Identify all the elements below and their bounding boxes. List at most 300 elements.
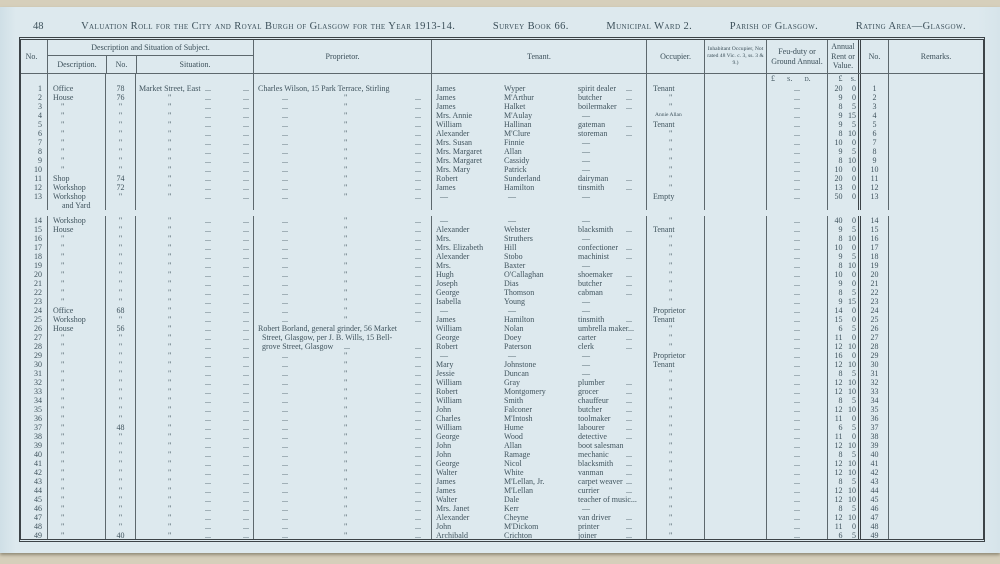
cell-feu-duty — [766, 414, 827, 423]
rent-shillings: 5 — [852, 531, 856, 540]
rent-shillings: 0 — [852, 306, 856, 315]
cell-proprietor: ... " ... — [253, 378, 431, 387]
tenant-surname: Webster — [504, 225, 531, 234]
tenant-occupation: carpet weaver — [578, 477, 623, 486]
tenant-first-name: William — [436, 423, 462, 432]
cell-situation: " ... ... — [135, 468, 253, 477]
cell-street-number: " — [105, 297, 135, 306]
cell-inhabitant-occupier — [704, 441, 766, 450]
header-entry-number-right: No. — [858, 40, 888, 73]
cell-street-number: " — [105, 261, 135, 270]
cell-feu-duty — [766, 129, 827, 138]
dot-leader: ... — [243, 468, 249, 477]
cell-annual-rent — [827, 342, 858, 351]
cell-entry-number-right: 1 — [858, 84, 888, 93]
cell-description: " — [47, 495, 105, 504]
tenant-surname: — — [504, 306, 516, 315]
cell-situation: " ... ... — [135, 174, 253, 183]
cell-annual-rent — [827, 102, 858, 111]
cell-situation: " ... ... — [135, 102, 253, 111]
cell-description: " — [47, 279, 105, 288]
tenant-surname: Thomson — [504, 288, 535, 297]
cell-annual-rent — [827, 495, 858, 504]
rent-pounds: 12 — [834, 342, 843, 351]
cell-inhabitant-occupier — [704, 450, 766, 459]
cell-tenant — [431, 315, 646, 324]
dot-leader: ... — [626, 387, 632, 396]
tenant-first-name: Robert — [436, 342, 458, 351]
dot-leader: ... — [626, 183, 632, 192]
cell-occupier: " — [646, 468, 704, 477]
rent-shillings: 0 — [852, 243, 856, 252]
rent-pounds: 12 — [834, 405, 843, 414]
cell-occupier: Tenant — [646, 315, 704, 324]
cell-occupier: " — [646, 441, 704, 450]
dot-leader: ... — [205, 174, 211, 183]
dot-leader: ... — [626, 129, 632, 138]
cell-inhabitant-occupier — [704, 351, 766, 360]
dot-leader: ... — [243, 459, 249, 468]
cell-proprietor: ... " ... — [253, 225, 431, 234]
cell-proprietor: ... " ... — [253, 432, 431, 441]
dot-leader: ... — [243, 333, 249, 342]
cell-street-number: " — [105, 486, 135, 495]
cell-situation: " ... ... — [135, 522, 253, 531]
cell-proprietor: ... " ... — [253, 102, 431, 111]
tenant-occupation: — — [578, 138, 590, 147]
cell-proprietor: ... " ... — [253, 147, 431, 156]
cell-description: " — [47, 369, 105, 378]
cell-entry-number: 28 — [34, 342, 42, 351]
cell-proprietor: ... " ... — [253, 93, 431, 102]
table-row — [21, 183, 983, 192]
cell-annual-rent — [827, 378, 858, 387]
cell-street-number: " — [105, 468, 135, 477]
cell-situation: " ... ... — [135, 513, 253, 522]
cell-street-number: 56 — [105, 324, 135, 333]
tenant-first-name: Hugh — [436, 270, 454, 279]
cell-remarks — [888, 234, 983, 243]
cell-blank — [21, 74, 47, 84]
dot-leader: ... — [626, 531, 632, 540]
cell-feu-duty — [766, 369, 827, 378]
tenant-first-name: John — [436, 450, 452, 459]
dot-leader: ... — [205, 234, 211, 243]
cell-annual-rent — [827, 243, 858, 252]
cell-inhabitant-occupier — [704, 243, 766, 252]
cell-situation: " ... ... — [135, 156, 253, 165]
dot-leader: ... — [205, 423, 211, 432]
tenant-surname: M'Lellan, Jr. — [504, 477, 545, 486]
cell-description: " — [47, 111, 105, 120]
cell-tenant — [431, 486, 646, 495]
cell-occupier: " — [646, 531, 704, 540]
currency-lsd-text: £ s. d. — [771, 74, 811, 83]
table-row — [21, 93, 983, 102]
rent-shillings: 0 — [852, 192, 856, 201]
cell-proprietor: ... " ... — [253, 423, 431, 432]
dot-leader: ... — [205, 369, 211, 378]
cell-annual-rent — [827, 156, 858, 165]
cell-entry-number: 21 — [34, 279, 42, 288]
rent-shillings: 0 — [852, 270, 856, 279]
tenant-occupation: — — [578, 165, 590, 174]
cell-entry-number: 32 — [34, 378, 42, 387]
title-municipal-ward: Municipal Ward 2. — [606, 21, 693, 32]
cell-annual-rent — [827, 225, 858, 234]
cell-entry-number: 13 — [34, 192, 42, 201]
cell-tenant — [431, 165, 646, 174]
dot-leader: ... — [205, 93, 211, 102]
cell-inhabitant-occupier — [704, 279, 766, 288]
cell-description: " — [47, 270, 105, 279]
cell-entry-number: 1 — [38, 84, 42, 93]
tenant-first-name: Jessie — [436, 369, 455, 378]
cell-description: " — [47, 432, 105, 441]
dot-leader: ... — [205, 138, 211, 147]
table-row — [21, 486, 983, 495]
cell-annual-rent — [827, 486, 858, 495]
cell-feu-duty — [766, 120, 827, 129]
table-row — [21, 147, 983, 156]
cell-entry-number: 27 — [34, 333, 42, 342]
tenant-occupation: vanman — [578, 468, 604, 477]
dot-leader: ... — [243, 252, 249, 261]
dot-leader: ... — [205, 147, 211, 156]
cell-description: " — [47, 486, 105, 495]
cell-annual-rent — [827, 270, 858, 279]
cell-proprietor: ... " ... — [253, 450, 431, 459]
cell-feu-duty — [766, 342, 827, 351]
cell-remarks — [888, 138, 983, 147]
cell-remarks — [888, 120, 983, 129]
cell-annual-rent — [827, 459, 858, 468]
cell-entry-number-right: 2 — [858, 93, 888, 102]
dot-leader: ... — [626, 270, 632, 279]
tenant-surname: Duncan — [504, 369, 529, 378]
cell-occupier: " — [646, 423, 704, 432]
dot-leader: ... — [205, 270, 211, 279]
cell-entry-number-right: 11 — [858, 174, 888, 183]
cell-description: " — [47, 243, 105, 252]
rent-shillings: 10 — [848, 441, 856, 450]
cell-street-number: 40 — [105, 531, 135, 540]
dot-leader: ... — [794, 243, 800, 252]
cell-street-number: " — [105, 396, 135, 405]
cell-tenant — [431, 252, 646, 261]
rent-pounds: 8 — [838, 477, 843, 486]
dot-leader — [626, 192, 646, 210]
cell-entry-number: 37 — [34, 423, 42, 432]
tenant-occupation: — — [578, 369, 590, 378]
cell-inhabitant-occupier — [704, 360, 766, 369]
dot-leader: ... — [794, 192, 800, 201]
cell-annual-rent — [827, 315, 858, 324]
tenant-occupation: — — [578, 111, 590, 120]
dot-leader: ... — [794, 324, 800, 333]
header-occupier: Occupier. — [646, 40, 704, 73]
cell-proprietor: ... " ... — [253, 234, 431, 243]
cell-remarks — [888, 102, 983, 111]
dot-leader: ... — [794, 84, 800, 93]
dot-leader: ... — [243, 216, 249, 225]
dot-leader: ... — [794, 174, 800, 183]
cell-proprietor: ... " ... — [253, 165, 431, 174]
dot-leader: ... — [243, 441, 249, 450]
tenant-occupation: — — [578, 234, 590, 243]
dot-leader: ... — [626, 378, 632, 387]
table-row — [21, 111, 983, 120]
cell-proprietor: ... " ... — [253, 192, 431, 210]
tenant-surname: White — [504, 468, 524, 477]
cell-proprietor: ... " ... — [253, 174, 431, 183]
cell-proprietor: Charles Wilson, 15 Park Terrace, Stirling — [253, 84, 431, 93]
cell-street-number: " — [105, 216, 135, 225]
tenant-surname: M'Dickom — [504, 522, 539, 531]
cell-occupier: " — [646, 216, 704, 225]
cell-tenant — [431, 120, 646, 129]
dot-leader: ... — [243, 225, 249, 234]
cell-annual-rent — [827, 351, 858, 360]
cell-proprietor: ... " ... — [253, 216, 431, 225]
cell-description: " — [47, 252, 105, 261]
cell-annual-rent — [827, 279, 858, 288]
cell-tenant — [431, 324, 646, 333]
cell-entry-number: 24 — [34, 306, 42, 315]
cell-entry-number: 9 — [38, 156, 42, 165]
cell-entry-number-right: 46 — [858, 504, 888, 513]
cell-entry-number: 36 — [34, 414, 42, 423]
cell-proprietor: ... " ... — [253, 495, 431, 504]
tenant-first-name: James — [436, 183, 456, 192]
cell-remarks — [888, 477, 983, 486]
cell-situation: " ... ... — [135, 192, 253, 210]
rent-pounds: 9 — [838, 147, 843, 156]
dot-leader: ... — [205, 441, 211, 450]
cell-annual-rent — [827, 234, 858, 243]
dot-leader: ... — [205, 297, 211, 306]
cell-feu-duty — [766, 495, 827, 504]
dot-leader: ... — [626, 84, 632, 93]
cell-situation: " ... ... — [135, 183, 253, 192]
table-row — [21, 423, 983, 432]
dot-leader: ... — [626, 252, 632, 261]
dot-leader: ... — [794, 513, 800, 522]
rent-shillings: 10 — [848, 459, 856, 468]
cell-remarks — [888, 351, 983, 360]
cell-description: " — [47, 165, 105, 174]
rent-shillings: 10 — [848, 156, 856, 165]
table-row — [21, 192, 983, 210]
tenant-first-name: Alexander — [436, 225, 470, 234]
table-row — [21, 468, 983, 477]
rent-pounds: 12 — [834, 486, 843, 495]
table-row — [21, 369, 983, 378]
rent-pounds: 6 — [838, 324, 843, 333]
cell-situation: " ... ... — [135, 477, 253, 486]
dot-leader: ... — [205, 432, 211, 441]
cell-street-number: 72 — [105, 183, 135, 192]
cell-annual-rent — [827, 261, 858, 270]
cell-description: " — [47, 504, 105, 513]
cell-feu-duty — [766, 156, 827, 165]
cell-annual-rent — [827, 174, 858, 183]
cell-inhabitant-occupier — [704, 432, 766, 441]
rent-pounds: 11 — [834, 522, 843, 531]
tenant-first-name: Mrs. Susan — [436, 138, 473, 147]
cell-inhabitant-occupier — [704, 423, 766, 432]
dot-leader: ... — [626, 459, 632, 468]
dot-leader: ... — [243, 324, 249, 333]
cell-remarks — [888, 531, 983, 540]
cell-description: " — [47, 468, 105, 477]
rent-shillings: 5 — [852, 450, 856, 459]
cell-feu-duty — [766, 234, 827, 243]
cell-feu-duty — [766, 387, 827, 396]
cell-annual-rent — [827, 387, 858, 396]
cell-remarks — [888, 156, 983, 165]
cell-feu-duty — [766, 351, 827, 360]
rent-pounds: 6 — [838, 423, 843, 432]
tenant-surname: Halket — [504, 102, 526, 111]
title-rating-area: Rating Area—Glasgow. — [855, 21, 966, 32]
rent-shillings: 0 — [852, 279, 856, 288]
cell-inhabitant-occupier — [704, 495, 766, 504]
tenant-first-name: — — [436, 216, 448, 225]
currency-subheader-row — [21, 74, 983, 84]
table-row — [21, 495, 983, 504]
cell-proprietor: ... " ... — [253, 468, 431, 477]
cell-entry-number: 34 — [34, 396, 42, 405]
cell-inhabitant-occupier — [704, 138, 766, 147]
cell-inhabitant-occupier — [704, 315, 766, 324]
cell-inhabitant-occupier — [704, 261, 766, 270]
dot-leader: ... — [243, 423, 249, 432]
cell-annual-rent — [827, 360, 858, 369]
cell-street-number: " — [105, 405, 135, 414]
cell-situation: " ... ... — [135, 441, 253, 450]
cell-tenant — [431, 423, 646, 432]
cell-tenant — [431, 405, 646, 414]
dot-leader: ... — [794, 270, 800, 279]
cell-tenant — [431, 225, 646, 234]
rent-pounds: 12 — [834, 513, 843, 522]
cell-situation: " ... ... — [135, 486, 253, 495]
dot-leader: ... — [205, 468, 211, 477]
cell-proprietor: ... " ... — [253, 183, 431, 192]
dot-leader: ... — [243, 486, 249, 495]
rent-shillings: 0 — [852, 216, 856, 225]
cell-situation: " ... ... — [135, 315, 253, 324]
cell-inhabitant-occupier — [704, 84, 766, 93]
header-annual-rent: Annual Rent or Value. — [827, 40, 858, 73]
cell-annual-rent — [827, 111, 858, 120]
cell-tenant — [431, 216, 646, 225]
table-row — [21, 477, 983, 486]
dot-leader — [626, 495, 646, 504]
dot-leader: ... — [243, 270, 249, 279]
dot-leader: ... — [205, 504, 211, 513]
cell-annual-rent — [827, 120, 858, 129]
cell-situation: " ... ... — [135, 243, 253, 252]
table-row — [21, 102, 983, 111]
cell-tenant — [431, 84, 646, 93]
cell-remarks — [888, 414, 983, 423]
cell-description: " — [47, 396, 105, 405]
rent-shillings: 10 — [848, 129, 856, 138]
cell-entry-number: 15 — [34, 225, 42, 234]
tenant-first-name: Joseph — [436, 279, 458, 288]
cell-entry-number-right: 3 — [858, 102, 888, 111]
header-inhabitant-occupier-label: Inhabitant Occupier, Not rated 48 Vic. c. 3, ss. 3 & 9.) — [707, 45, 764, 67]
rent-pounds: 10 — [834, 165, 843, 174]
cell-entry-number: 3 — [38, 102, 42, 111]
dot-leader: ... — [794, 495, 800, 504]
tenant-occupation: printer — [578, 522, 600, 531]
dot-leader: ... — [794, 306, 800, 315]
table-row — [21, 297, 983, 306]
tenant-first-name: Walter — [436, 468, 458, 477]
cell-remarks — [888, 252, 983, 261]
dot-leader: ... — [626, 468, 632, 477]
dot-leader: ... — [205, 225, 211, 234]
cell-entry-number: 6 — [38, 129, 42, 138]
cell-entry-number-right: 14 — [858, 216, 888, 225]
rent-shillings: 0 — [852, 93, 856, 102]
dot-leader: ... — [243, 450, 249, 459]
tenant-surname: Baxter — [504, 261, 526, 270]
cell-situation: " ... ... — [135, 531, 253, 540]
cell-situation: " ... ... — [135, 252, 253, 261]
cell-feu-duty — [766, 225, 827, 234]
cell-proprietor: ... " ... — [253, 243, 431, 252]
cell-annual-rent — [827, 297, 858, 306]
cell-inhabitant-occupier — [704, 93, 766, 102]
cell-street-number: " — [105, 504, 135, 513]
cell-tenant — [431, 495, 646, 504]
cell-proprietor: ... " ... — [253, 441, 431, 450]
rent-pounds: 12 — [834, 387, 843, 396]
cell-tenant — [431, 270, 646, 279]
cell-inhabitant-occupier — [704, 504, 766, 513]
cell-occupier: " — [646, 333, 704, 342]
dot-leader: ... — [243, 342, 249, 351]
cell-feu-duty — [766, 174, 827, 183]
rent-shillings: 0 — [852, 522, 856, 531]
cell-situation: " ... ... — [135, 396, 253, 405]
rent-pounds: 9 — [838, 120, 843, 129]
cell-proprietor: ... " ... — [253, 405, 431, 414]
dot-leader: ... — [243, 414, 249, 423]
cell-inhabitant-occupier — [704, 234, 766, 243]
cell-annual-rent — [827, 324, 858, 333]
cell-annual-rent — [827, 423, 858, 432]
tenant-occupation: — — [578, 297, 590, 306]
cell-remarks — [888, 243, 983, 252]
cell-tenant — [431, 288, 646, 297]
dot-leader: ... — [794, 216, 800, 225]
table-row — [21, 129, 983, 138]
cell-proprietor: ... " ... — [253, 414, 431, 423]
cell-feu-duty — [766, 111, 827, 120]
tenant-surname: Falconer — [504, 405, 532, 414]
rent-shillings: 15 — [848, 111, 856, 120]
cell-situation: " ... ... — [135, 93, 253, 102]
dot-leader: ... — [626, 243, 632, 252]
cell-entry-number: 44 — [34, 486, 42, 495]
cell-entry-number: 49 — [34, 531, 42, 540]
cell-annual-rent — [827, 306, 858, 315]
